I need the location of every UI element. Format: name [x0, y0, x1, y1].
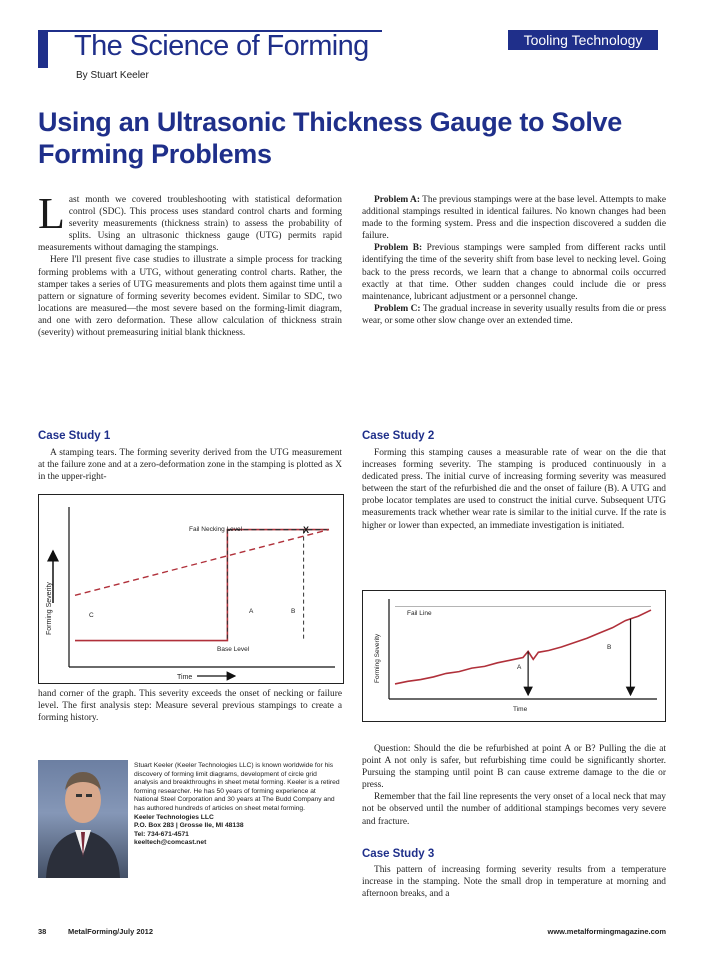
problems-text: [362, 194, 666, 327]
intro-paragraph-2: Here I'll present five case studies to illustrate a simple process for tracking forming problems with a UTG, without generating control charts. Rather, the stamper takes a series of UTG measurements and plots them against time until a pattern or signature of forming severity becomes evident. Similar to SDC, two locations are measured—the most severe based on the forming-limit diagram, and one with zero deformation. These allow calculation of thickness strain (severity) without premeasuring initial blank thickness.: [38, 255, 342, 339]
problem-a-label: Problem A:: [374, 195, 420, 205]
problem-a-text: The previous stampings were at the base level. Attempts to make additional stampings resulted in identical failures. No known changes had been made to the forming system. Press and die inspection discovered a sudden die failure.: [362, 195, 666, 242]
case-study-3-paragraph: This pattern of increasing forming severity results from a temperature increase in the stamping. Note the small drop in temperature at morning and afternoon breaks, and a: [362, 865, 666, 900]
case-study-3-text: [362, 864, 666, 900]
severity-shift-chart: [38, 494, 344, 684]
severity-curve: [395, 610, 651, 684]
base-level-label: Base Level: [217, 646, 250, 653]
marker-x-label: X: [303, 525, 310, 535]
publication-name: MetalForming/July 2012: [68, 927, 154, 936]
problem-c-label: Problem C:: [374, 303, 421, 314]
case-study-3-heading: Case Study 3: [362, 848, 435, 860]
fail-line-label: Fail Line: [407, 610, 432, 617]
article-headline: Using an Ultrasonic Thickness Gauge to Solve Forming Problems: [38, 107, 622, 169]
label-b: B: [291, 608, 296, 615]
byline: By Stuart Keeler: [76, 70, 149, 81]
bio-email[interactable]: keeltech@comcast.net: [134, 839, 207, 847]
fail-level-label: Fail Necking Level: [189, 526, 243, 533]
author-photo: [38, 760, 128, 878]
problem-b-label: Problem B:: [374, 243, 423, 254]
label-a: A: [517, 664, 522, 671]
chart2-xlabel: Time: [513, 706, 528, 713]
intro-text: [38, 189, 342, 339]
bio-text: Stuart Keeler (Keeler Technologies LLC) is known worldwide for his discovery of forming limit diagrams, development of circle grid analysis and breakthroughs in sheet metal forming. Keeler is a retired forming researcher. He has 50 years of forming experience at National Steel Corporation and 30 years at The Budd Company and has authored hundreds of articles on sheet metal forming.: [134, 762, 340, 812]
base-level-line: [75, 530, 329, 641]
chart1-plot: [75, 530, 329, 641]
publication-url[interactable]: www.metalformingmagazine.com: [547, 927, 666, 936]
case-study-1-continued: [38, 688, 342, 724]
chart2-plot: [395, 607, 651, 695]
section-tag: Tooling Technology: [508, 30, 658, 50]
case-study-2-paragraph: Forming this stamping causes a measurable rate of wear on the die that increases forming severity. The stamping is produced continuously in a dedicated press. The initial curve of increasing forming severity was measured between the start of the refurbished die and the onset of failure (B). A UTG and probe locator templates are used to construct the initial curve. Subsequent UTG measurements track whether wear rate is similar to the initial curve. If the rate is higher or lower than expected, an immediate investigation is initiated.: [362, 448, 666, 531]
case-study-2-text: [362, 447, 666, 532]
header-accent-bar: [38, 30, 48, 68]
bio-phone: Tel: 734-671-4571: [134, 830, 189, 838]
drop-cap: L: [38, 189, 65, 238]
chart2-ylabel: Forming Severity: [374, 633, 381, 683]
bio-address: P.O. Box 283 | Grosse Ile, MI 48138: [134, 822, 244, 830]
case-study-1-heading: Case Study 1: [38, 430, 111, 442]
section-title: The Science of Forming: [74, 30, 369, 62]
label-b: B: [607, 644, 612, 651]
problem-b-text: Previous stampings were sampled from different racks until identifying the time of the severity shift from base level to necking level. Going back to the press records, we learn that a change to abnormal coils occurred exactly at that time. Other sudden changes could include die or press maintenance, lubricant adjustment or a personnel change.: [362, 243, 666, 302]
chart1-ylabel: Forming Severity: [46, 582, 53, 635]
bio-company: Keeler Technologies LLC: [134, 813, 214, 821]
die-wear-chart: [362, 590, 666, 722]
problem-c-text: The gradual increase in severity usually results from die or press wear, or some other slow change over an extended time.: [362, 303, 666, 326]
case-study-1-text: [38, 447, 342, 483]
intro-paragraph-1: ast month we covered troubleshooting with statistical deformation control (SDC). This process uses standard control charts and forming severity measurements (thickness strain) to assess the probability of splits. Using an ultrasonic thickness gauge (UTG) permits rapid measurements without damaging the stampings.: [38, 195, 342, 254]
case-study-2-heading: Case Study 2: [362, 430, 435, 442]
label-a: A: [249, 608, 254, 615]
gradual-increase-line: [75, 530, 329, 596]
label-c: C: [89, 612, 94, 619]
chart1-xlabel: Time: [177, 674, 193, 681]
case-study-1-paragraph: A stamping tears. The forming severity derived from the UTG measurement at the failure zone and at a zero-deformation zone in the stamping is plotted as X in the upper-right-: [38, 448, 342, 483]
case-study-1-paragraph-2: hand corner of the graph. This severity exceeds the onset of necking or failure level. The first analysis step: Measure several previous stampings to create a forming history.: [38, 689, 342, 724]
page-number: 38: [38, 927, 47, 936]
fail-line-paragraph: Remember that the fail line represents the very onset of a local neck that may not be observed until the number of additional stampings becomes very severe and fracture.: [362, 792, 666, 827]
question-paragraph: Question: Should the die be refurbished at point A or B? Pulling the die at point A not only is safer, but refurbishing time could be significantly shorter. Pursuing the stamping until point B can cause extreme damage to the die or press.: [362, 744, 666, 791]
question-text: [362, 743, 666, 828]
author-bio: [134, 762, 340, 848]
